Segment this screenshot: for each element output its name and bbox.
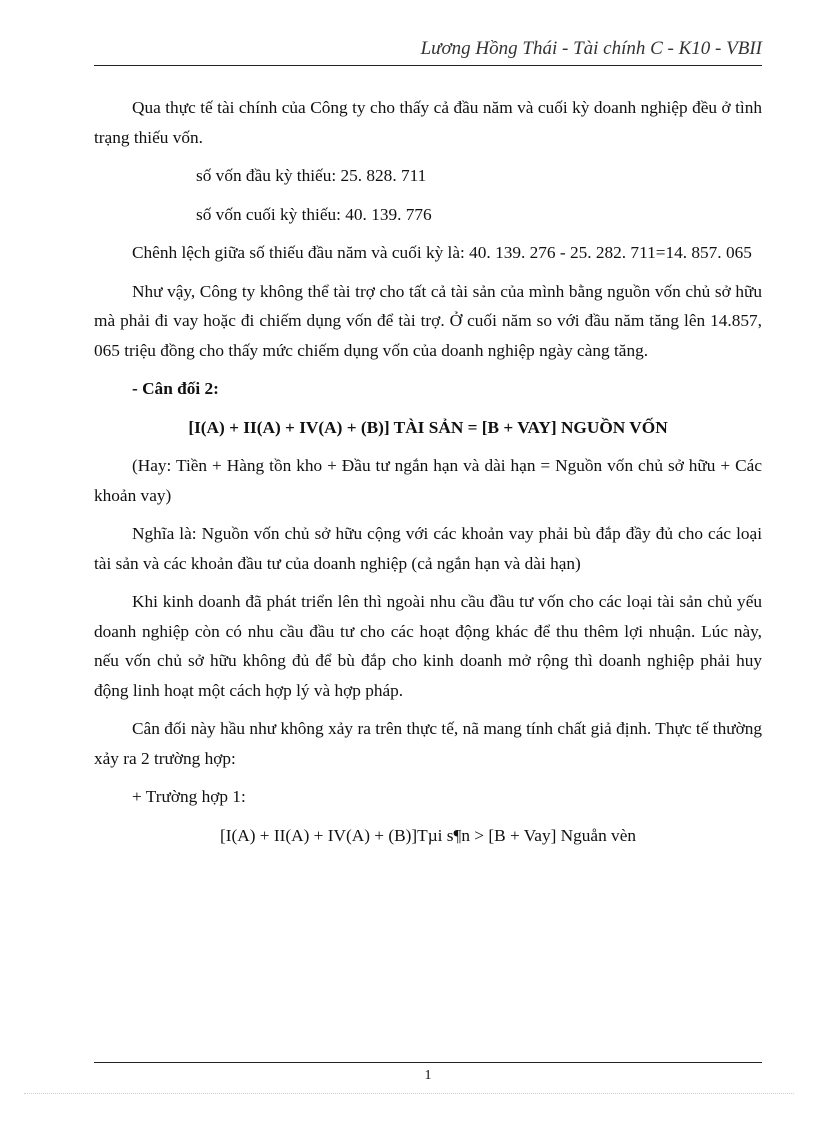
case-1-heading: + Trường hợp 1: — [132, 787, 246, 806]
page-break-line — [24, 1093, 794, 1094]
paragraph-9: Nghĩa là: Nguồn vốn chủ sở hữu cộng với các khoản vay phải bù đắp đầy đủ cho các loại tài sản và các khoản đầu tư của doanh nghiệp (cả ngắn hạn và dài hạn) — [94, 524, 762, 573]
document-body — [94, 93, 762, 859]
paragraph-8: (Hay: Tiền + Hàng tồn kho + Đầu tư ngắn hạn và dài hạn = Nguồn vốn chủ sở hữu + Các khoản vay) — [94, 456, 762, 505]
paragraph-1: Qua thực tế tài chính của Công ty cho thấy cả đầu năm và cuối kỳ doanh nghiệp đều ở tình trạng thiếu vốn. — [94, 98, 762, 147]
paragraph-10: Khi kinh doanh đã phát triển lên thì ngoài nhu cầu đầu tư vốn cho các loại tài sản chủ yếu doanh nghiệp còn có nhu cầu đầu tư cho các hoạt động khác để thu thêm lợi nhuận. Lúc này, nếu vốn chủ sở hữu không đủ để bù đắp cho kinh doanh mở rộng thì doanh nghiệp phải huy động linh hoạt một cách hợp lý và hợp pháp. — [94, 592, 762, 700]
formula-balance-2: [I(A) + II(A) + IV(A) + (B)] TÀI SẢN = [B + VAY] NGUỒN VỐN — [188, 417, 668, 437]
footer-divider — [94, 1062, 762, 1063]
page-number: 1 — [424, 1068, 432, 1083]
paragraph-4: Chênh lệch giữa số thiếu đầu năm và cuối kỳ là: 40. 139. 276 - 25. 282. 711=14. 857. 065 — [132, 243, 752, 262]
paragraph-5: Như vậy, Công ty không thể tài trợ cho tất cả tài sản của mình bằng nguồn vốn chủ sở hữu mà phải đi vay hoặc đi chiếm dụng vốn để tài trợ. Ở cuối năm so với đầu năm tăng lên 14.857, 065 triệu đồng cho thấy mức chiếm dụng vốn của doanh nghiệp ngày càng tăng. — [94, 281, 762, 360]
paragraph-3: số vốn cuối kỳ thiếu: 40. 139. 776 — [196, 204, 432, 224]
section-heading: - Cân đối 2: — [132, 379, 219, 398]
formula-case-1: [I(A) + II(A) + IV(A) + (B)]Tµi s¶n > [B + Vay] Nguån vèn — [219, 825, 637, 845]
paragraph-11: Cân đối này hầu như không xảy ra trên thực tế, nã mang tính chất giả định. Thực tế thường xảy ra 2 trường hợp: — [94, 719, 762, 768]
paragraph-2: số vốn đầu kỳ thiếu: 25. 828. 711 — [196, 166, 427, 185]
page-header: Lương Hồng Thái - Tài chính C - K10 - VBII — [420, 38, 762, 59]
header-divider — [94, 65, 762, 66]
